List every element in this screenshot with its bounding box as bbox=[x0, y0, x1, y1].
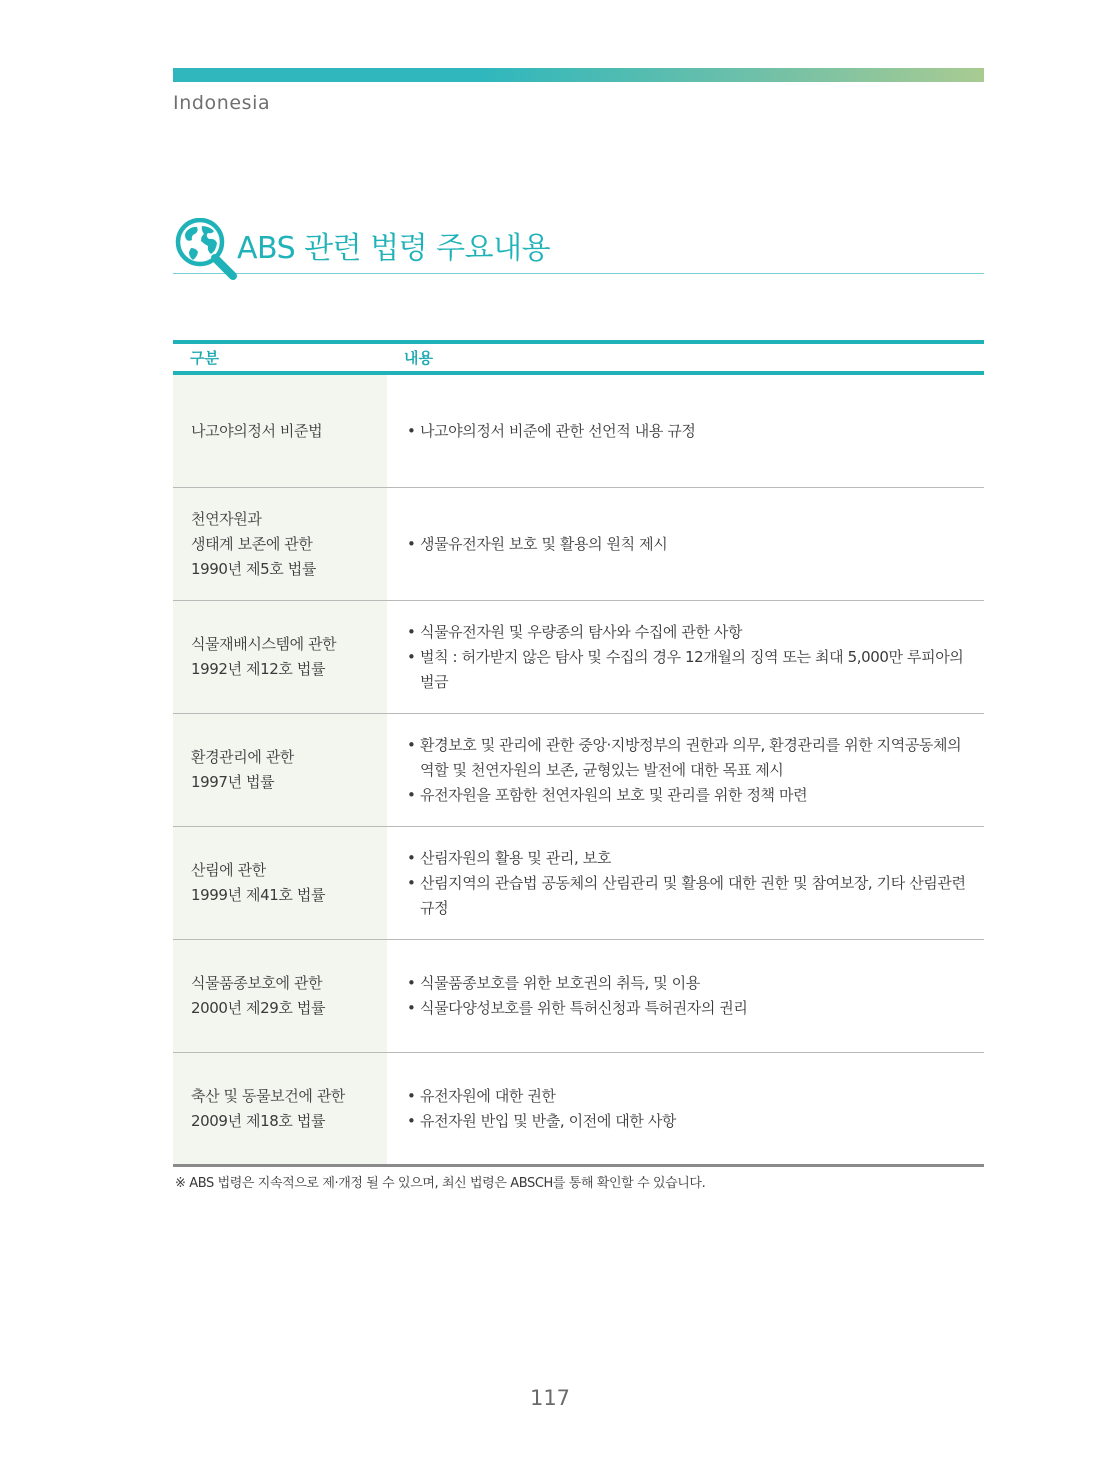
list-item: • 유전자원 반입 및 반출, 이전에 대한 사항 bbox=[407, 1109, 970, 1134]
table-header-row bbox=[173, 342, 984, 373]
content-cell bbox=[387, 373, 984, 488]
category-text: 1990년 제5호 법률 bbox=[191, 559, 316, 578]
list-item: • 환경보호 및 관리에 관한 중앙·지방정부의 권한과 의무, 환경관리를 위한 지역공동체의 역할 및 천연자원의 보존, 균형있는 발전에 대한 목표 제시 bbox=[407, 733, 970, 783]
footnote: ※ ABS 법령은 지속적으로 제·개정 될 수 있으며, 최신 법령은 ABSCH를 통해 확인할 수 있습니다. bbox=[175, 1176, 706, 1191]
category-cell bbox=[173, 940, 387, 1053]
list-item: • 생물유전자원 보호 및 활용의 원칙 제시 bbox=[407, 532, 970, 557]
category-text: 환경관리에 관한 bbox=[191, 748, 294, 766]
content-cell bbox=[387, 827, 984, 940]
list-item: • 유전자원에 대한 권한 bbox=[407, 1084, 970, 1109]
list-item: • 식물다양성보호를 위한 특허신청과 특허권자의 권리 bbox=[407, 996, 970, 1021]
section-title: ABS 관련 법령 주요내용 bbox=[237, 231, 551, 266]
globe-search-icon bbox=[173, 218, 241, 284]
header-gradient-bar bbox=[173, 68, 984, 82]
list-item: • 유전자원을 포함한 천연자원의 보호 및 관리를 위한 정책 마련 bbox=[407, 783, 970, 808]
content-cell bbox=[387, 601, 984, 714]
content-cell bbox=[387, 714, 984, 827]
category-text: 2000년 제29호 법률 bbox=[191, 999, 326, 1017]
header-category: 구분 bbox=[173, 342, 387, 373]
list-item: • 산림자원의 활용 및 관리, 보호 bbox=[407, 846, 970, 871]
category-text: 2009년 제18호 법률 bbox=[191, 1111, 326, 1130]
content-cell bbox=[387, 940, 984, 1053]
table-row bbox=[173, 940, 984, 1053]
country-label: Indonesia bbox=[173, 92, 271, 114]
list-item: • 벌칙 : 허가받지 않은 탐사 및 수집의 경우 12개월의 징역 또는 최대 5,000만 루피아의 벌금 bbox=[407, 645, 970, 695]
page-number: 117 bbox=[529, 1386, 571, 1410]
category-text: 천연자원과 bbox=[191, 509, 262, 528]
category-text: 1999년 제41호 법률 bbox=[191, 886, 326, 904]
list-item: • 식물품종보호를 위한 보호권의 취득, 및 이용 bbox=[407, 971, 970, 996]
category-cell bbox=[173, 601, 387, 714]
category-text: 식물품종보호에 관한 bbox=[191, 974, 323, 992]
category-text: 생태계 보존에 관한 bbox=[191, 534, 313, 553]
category-cell bbox=[173, 1053, 387, 1166]
table-row bbox=[173, 601, 984, 714]
category-text: 산림에 관한 bbox=[191, 861, 266, 879]
category-text: 1997년 법률 bbox=[191, 773, 275, 791]
category-cell bbox=[173, 488, 387, 601]
category-cell bbox=[173, 827, 387, 940]
header-content: 내용 bbox=[387, 342, 984, 373]
content-cell bbox=[387, 1053, 984, 1166]
table-row bbox=[173, 1053, 984, 1166]
category-text: 나고야의정서 비준법 bbox=[191, 421, 323, 440]
section-heading bbox=[173, 215, 984, 274]
category-text: 식물재배시스템에 관한 bbox=[191, 635, 337, 653]
table-row bbox=[173, 488, 984, 601]
content-cell bbox=[387, 488, 984, 601]
table-row bbox=[173, 373, 984, 488]
category-cell bbox=[173, 373, 387, 488]
list-item: • 나고야의정서 비준에 관한 선언적 내용 규정 bbox=[407, 419, 970, 444]
table-row bbox=[173, 714, 984, 827]
category-cell bbox=[173, 714, 387, 827]
category-text: 축산 및 동물보건에 관한 bbox=[191, 1086, 346, 1105]
law-table bbox=[173, 340, 984, 1167]
table-row bbox=[173, 827, 984, 940]
category-text: 1992년 제12호 법률 bbox=[191, 660, 326, 678]
list-item: • 산림지역의 관습법 공동체의 산림관리 및 활용에 대한 권한 및 참여보장, 기타 산림관련 규정 bbox=[407, 871, 970, 921]
list-item: • 식물유전자원 및 우량종의 탐사와 수집에 관한 사항 bbox=[407, 620, 970, 645]
